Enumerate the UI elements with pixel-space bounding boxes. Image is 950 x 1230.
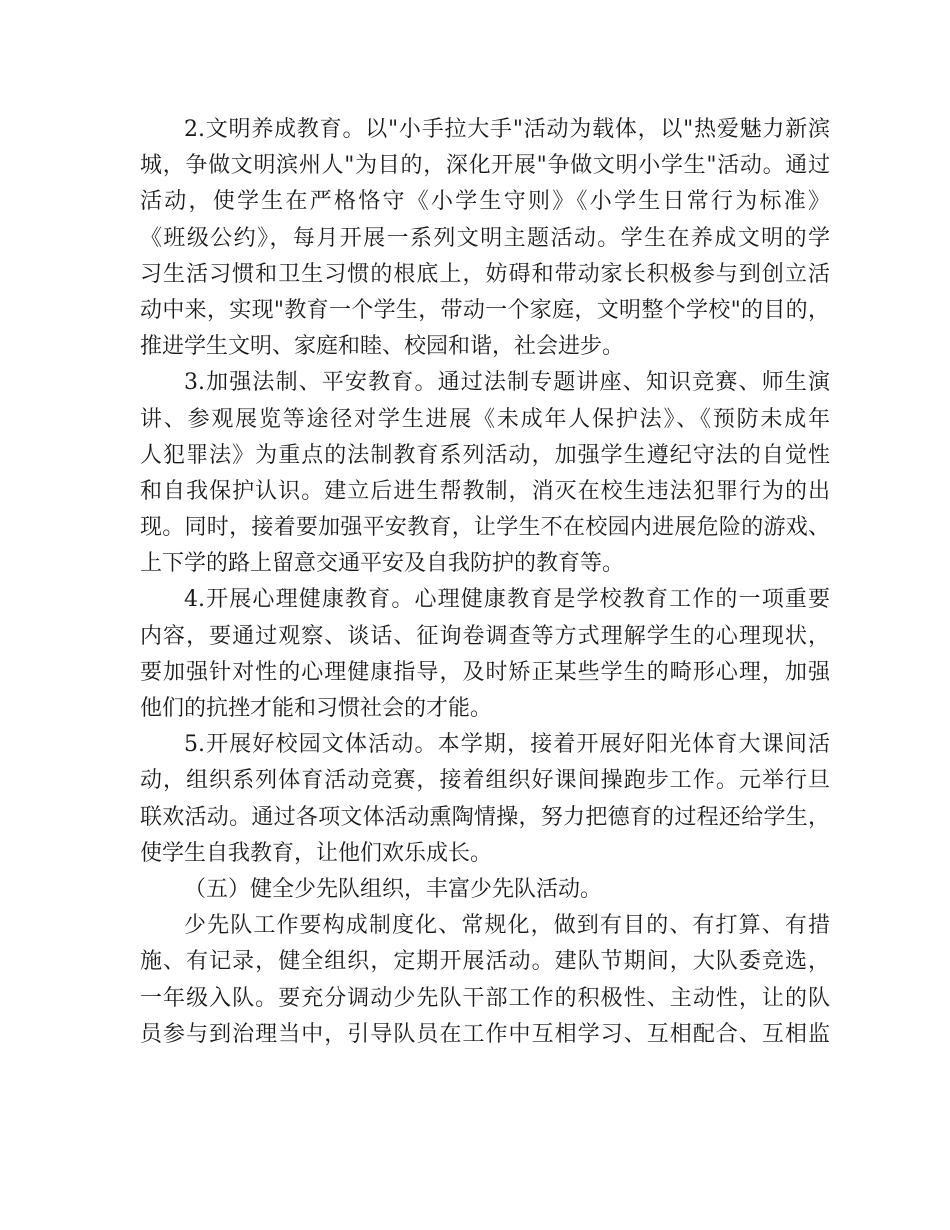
paragraph-line: 2.文明养成教育。以"小手拉大手"活动为载体，以"热爱魅力新滨 — [184, 117, 830, 142]
paragraph-line: 5.开展好校园文体活动。本学期，接着开展好阳光体育大课间活 — [184, 732, 830, 758]
paragraph-line: 4.开展心理健康教育。心理健康教育是学校教育工作的一项重要 — [184, 587, 830, 613]
paragraph-line: 《班级公约》，每月开展一系列文明主题活动。学生在养成文明的学 — [140, 225, 830, 251]
paragraph-line: 他们的抗挫才能和习惯社会的才能。 — [140, 696, 493, 721]
paragraph-line: 现。同时，接着要加强平安教育，让学生不在校园内进展危险的游戏、 — [140, 515, 830, 541]
paragraph-line: 习生活习惯和卫生习惯的根底上，妨碍和带动家长积极参与到创立活 — [140, 261, 830, 287]
paragraph-line: 动中来，实现"教育一个学生，带动一个家庭，文明整个学校"的目的， — [140, 297, 830, 323]
paragraph-line: 讲、参观展览等途径对学生进展《未成年人保护法》、《预防未成年 — [140, 406, 830, 432]
paragraph-line: 少先队工作要构成制度化、常规化，做到有目的、有打算、有措 — [184, 913, 830, 939]
paragraph-line: 施、有记录，健全组织，定期开展活动。建队节期间，大队委竞选， — [140, 949, 830, 975]
paragraph-line: 内容，要通过观察、谈话、征询卷调查等方式理解学生的心理现状， — [140, 623, 830, 649]
paragraph-line: 3.加强法制、平安教育。通过法制专题讲座、知识竞赛、师生演 — [184, 370, 830, 396]
paragraph-line: 上下学的路上留意交通平安及自我防护的教育等。 — [140, 551, 625, 577]
paragraph-line: 推进学生文明、家庭和睦、校园和谐，社会进步。 — [140, 334, 625, 360]
paragraph-line: 动，组织系列体育活动竞赛，接着组织好课间操跑步工作。元举行旦 — [140, 768, 830, 794]
paragraph-line: 城，争做文明滨州人"为目的，深化开展"争做文明小学生"活动。通过 — [140, 153, 830, 179]
paragraph-line: 和自我保护认识。建立后进生帮教制，消灭在校生违法犯罪行为的出 — [140, 478, 830, 504]
document-page — [140, 112, 830, 1053]
paragraph-line: 要加强针对性的心理健康指导，及时矫正某些学生的畸形心理，加强 — [140, 659, 830, 685]
paragraph-line: 一年级入队。要充分调动少先队干部工作的积极性、主动性，让的队 — [140, 985, 830, 1011]
paragraph-line: 使学生自我教育，让他们欢乐成长。 — [140, 840, 493, 866]
paragraph-line: 联欢活动。通过各项文体活动熏陶情操，努力把德育的过程还给学生， — [140, 804, 830, 830]
paragraph-line: 人犯罪法》为重点的法制教育系列活动，加强学生遵纪守法的自觉性 — [140, 442, 830, 468]
section-heading: （五）健全少先队组织，丰富少先队活动。 — [184, 876, 603, 902]
paragraph-line: 员参与到治理当中，引导队员在工作中互相学习、互相配合、互相监 — [140, 1021, 830, 1047]
paragraph-line: 活动，使学生在严格恪守《小学生守则》《小学生日常行为标准》 — [140, 189, 830, 215]
